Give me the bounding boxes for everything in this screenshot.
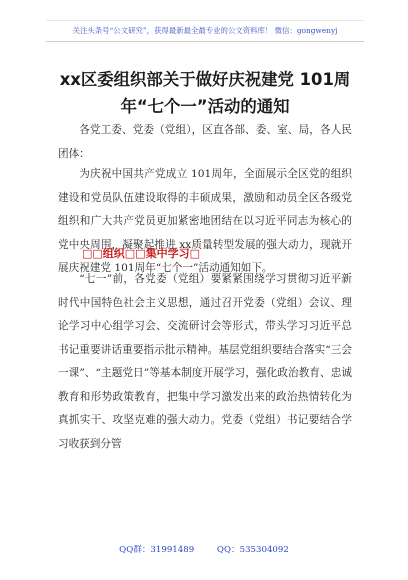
footer-qq-group: QQ群：31991489 xyxy=(119,545,195,555)
section-body-paragraph: “七一”前，各党委（党组）要紧紧围绕学习贯彻习近平新时代中国特色社会主义思想，通过召开党委（党组）会议、理论学习中心组学习会、交流研讨会等形式，带头学习习近平总书记重要讲话重要指示批示精神。基层党组织要结合落实“三会一课”、“主题党日”等基本制度开展学习，强化政治教育、忠诚教育和形势政策教育，把集中学习激发出来的政治热情转化为真抓实干、攻坚克难的强大动力。党委（党组）书记要结合学习收获到分管 xyxy=(58,273,352,450)
document-title xyxy=(40,66,370,120)
section-heading: □□组织□□集中学习□ xyxy=(82,247,200,260)
salutation-paragraph: 各党工委、党委（党组），区直各部、委、室、局，各人民团体： xyxy=(58,124,352,160)
footer-contacts xyxy=(0,543,408,555)
header-banner-text: 关注头条号“公文研究”，获得最新最全最专业的公文资料库！ 微信：gongwenyj xyxy=(72,26,338,35)
footer-qq: QQ：535304092 xyxy=(216,545,289,555)
header-banner xyxy=(46,20,364,42)
intro-paragraph: 为庆祝中国共产党成立 101周年，全面展示全区党的组织建设和党员队伍建设取得的丰硕成果，激励和动员全区各级党组织和广大共产党员更加紧密地团结在以习近平同志为核心的党中央周围，凝聚起推进 xx质量转型发展的强大动力，现就开展庆祝建党 101周年“七个一”活动通知如下。 xyxy=(58,168,352,274)
document-title-line-1: xx区委组织部关于做好庆祝建党 101周 xyxy=(59,70,351,89)
document-title-line-2: 年“七个一”活动的通知 xyxy=(120,97,290,116)
